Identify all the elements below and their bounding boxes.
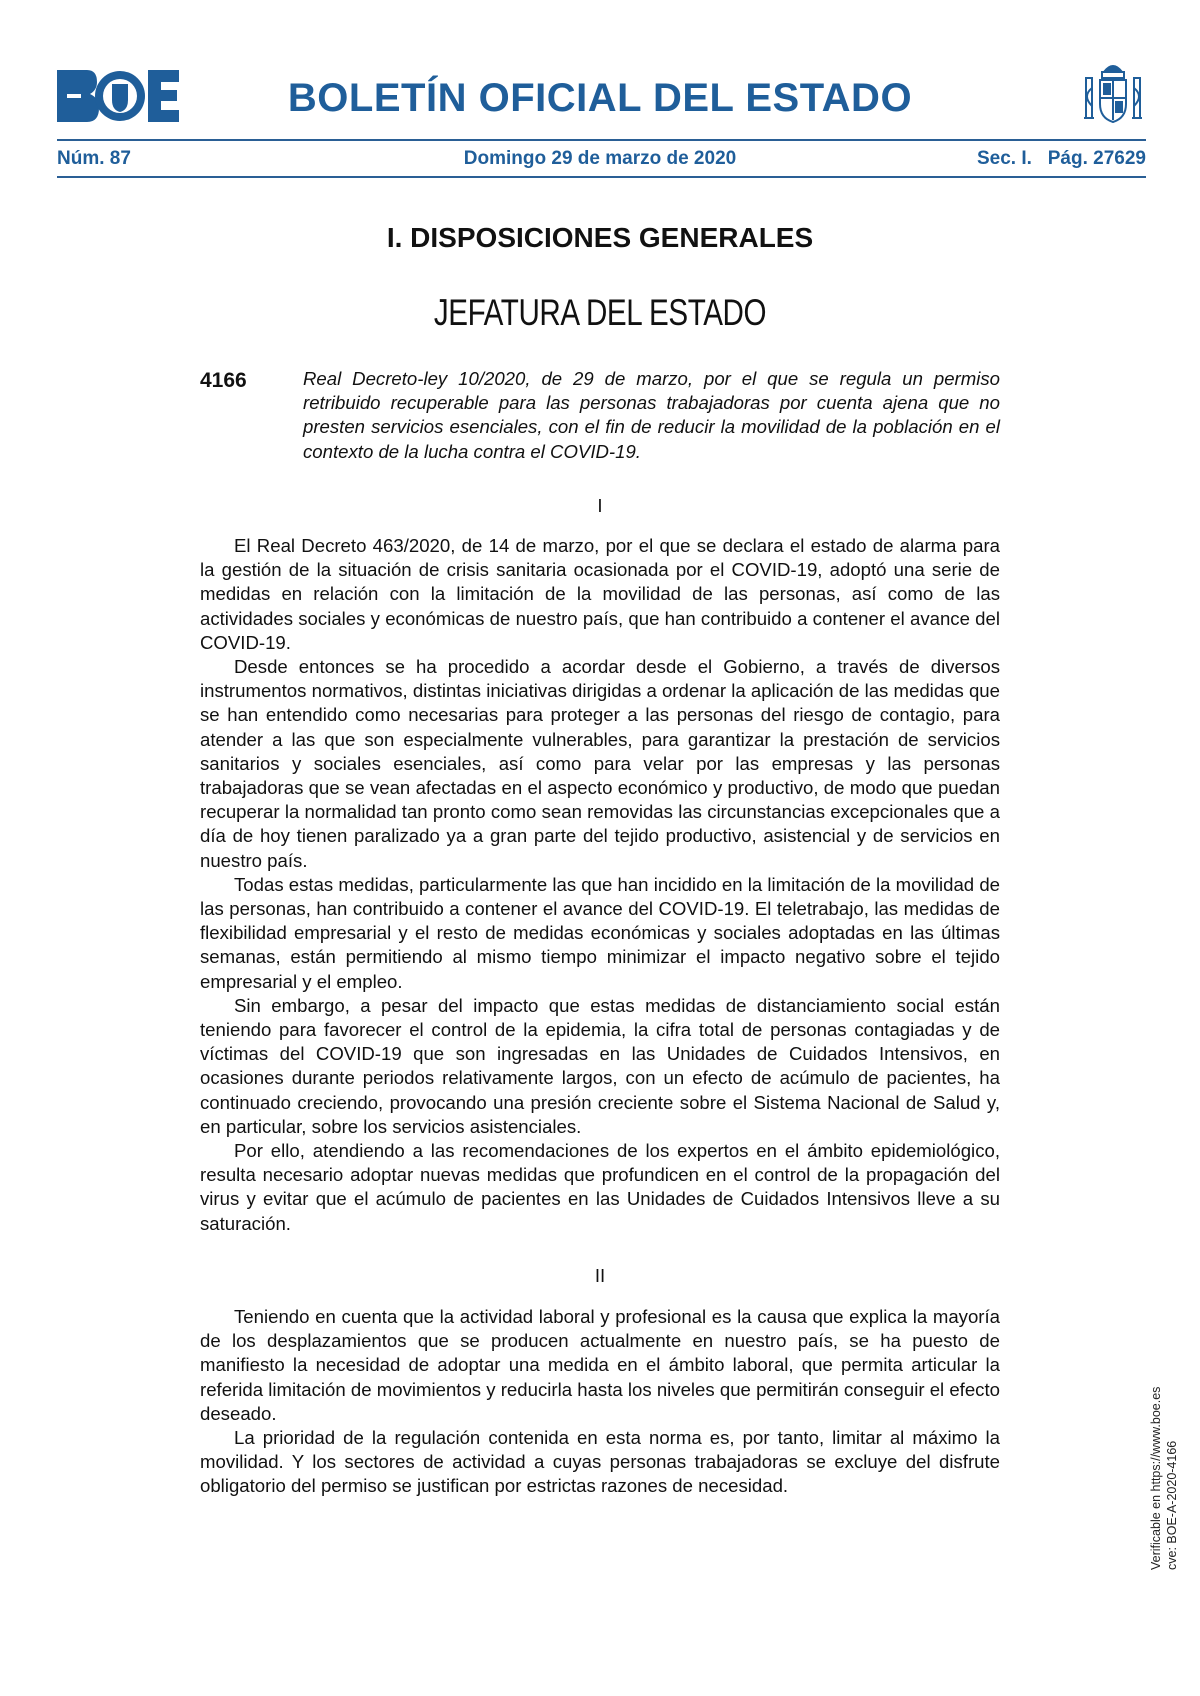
part-two-body <box>200 1305 1000 1499</box>
boe-logo <box>57 70 179 122</box>
issue-number: Núm. 87 <box>57 148 131 169</box>
paragraph: La prioridad de la regulación contenida en esta norma es, por tanto, limitar al máximo la movilidad. Y los sectores de actividad a cuyas personas trabajadoras se excluye del disfrute obligatorio del permiso se justifican por estrictas razones de necesidad. <box>200 1427 1000 1497</box>
masthead-title: BOLETÍN OFICIAL DEL ESTADO <box>287 76 913 120</box>
disposition-summary: Real Decreto-ley 10/2020, de 29 de marzo, por el que se regula un permiso retribuido recuperable para las personas trabajadoras por cuenta ajena que no presten servicios esenciales, con el fin de reducir la movilidad de la población en el contexto de la lucha contra el COVID-19. <box>303 368 1000 462</box>
coat-of-arms-icon <box>1080 58 1146 130</box>
cve-code: Verificable en https://www.boe.es <box>1149 1386 1163 1570</box>
paragraph: Teniendo en cuenta que la actividad laboral y profesional es la causa que explica la mayoría de los desplazamientos que se producen actualmente en nuestro país, se ha puesto de manifiesto la necesidad de adoptar una medida en el ámbito laboral, que permita articular la referida limitación de movimientos y reducirla hasta los niveles que permitirán conseguir el efecto deseado. <box>200 1306 1000 1424</box>
part-one-body <box>200 534 1000 1236</box>
paragraph: Por ello, atendiendo a las recomendaciones de los expertos en el ámbito epidemiológico, resulta necesario adoptar nuevas medidas que profundicen en el control de la propagación del virus y evitar que el acúmulo de pacientes en las Unidades de Cuidados Intensivos lleve a su saturación. <box>200 1140 1000 1234</box>
header-rule-bottom <box>57 176 1146 178</box>
header-rule-top <box>57 139 1146 141</box>
paragraph: El Real Decreto 463/2020, de 14 de marzo, por el que se declara el estado de alarma para la gestión de la situación de crisis sanitaria ocasionada por el COVID-19, adoptó una serie de medidas en relación con la limitación de la movilidad de las personas, así como de las actividades sociales y económicas de nuestro país, que han contribuido a contener el avance del COVID-19. <box>200 535 1000 653</box>
issue-date: Domingo 29 de marzo de 2020 <box>463 148 737 169</box>
paragraph: Sin embargo, a pesar del impacto que estas medidas de distanciamiento social están teniendo para favorecer el control de la epidemia, la cifra total de personas contagiadas y de víctimas del COVID-19 que son ingresadas en las Unidades de Cuidados Intensivos, en ocasiones durante periodos relativamente largos, con un efecto de acúmulo de pacientes, ha continuado creciendo, provocando una presión creciente sobre el Sistema Nacional de Salud y, en particular, sobre los servicios asistenciales. <box>200 994 1000 1137</box>
section-page: Sec. I. Pág. 27629 <box>977 148 1146 169</box>
paragraph: Desde entonces se ha procedido a acordar desde el Gobierno, a través de diversos instrumentos normativos, distintas iniciativas dirigidas a ordenar la aplicación de las medidas que se han entendido como necesarias para proteger a las personas del riesgo de contagio, para atender a las que son especialmente vulnerables, para garantizar la prestación de servicios sanitarios y sociales esenciales, así como para velar por las empresas y las personas trabajadoras que se vean afectadas en el aspecto económico y productivo, de modo que puedan recuperar la normalidad tan pronto como sean removidas las circunstancias excepcionales que a día de hoy tienen paralizado ya a gran parte del tejido productivo, asistencial y de servicios en nuestro país. <box>200 656 1000 871</box>
organization-heading: JEFATURA DEL ESTADO <box>433 292 767 333</box>
part-two-heading: II <box>594 1265 606 1286</box>
disposition-number: 4166 <box>200 369 247 392</box>
verification-note <box>1148 1387 1180 1570</box>
part-one-heading: I <box>597 495 603 516</box>
section-heading: I. DISPOSICIONES GENERALES <box>386 222 814 253</box>
paragraph: Todas estas medidas, particularmente las que han incidido en la limitación de la movilidad de las personas, han contribuido a contener el avance del COVID-19. El teletrabajo, las medidas de flexibilidad empresarial y el resto de medidas económicas y sociales adoptadas en las últimas semanas, están permitiendo al mismo tiempo minimizar el impacto negativo sobre el tejido empresarial y el empleo. <box>200 873 1000 992</box>
verify-url: cve: BOE-A-2020-4166 <box>1165 1440 1179 1570</box>
